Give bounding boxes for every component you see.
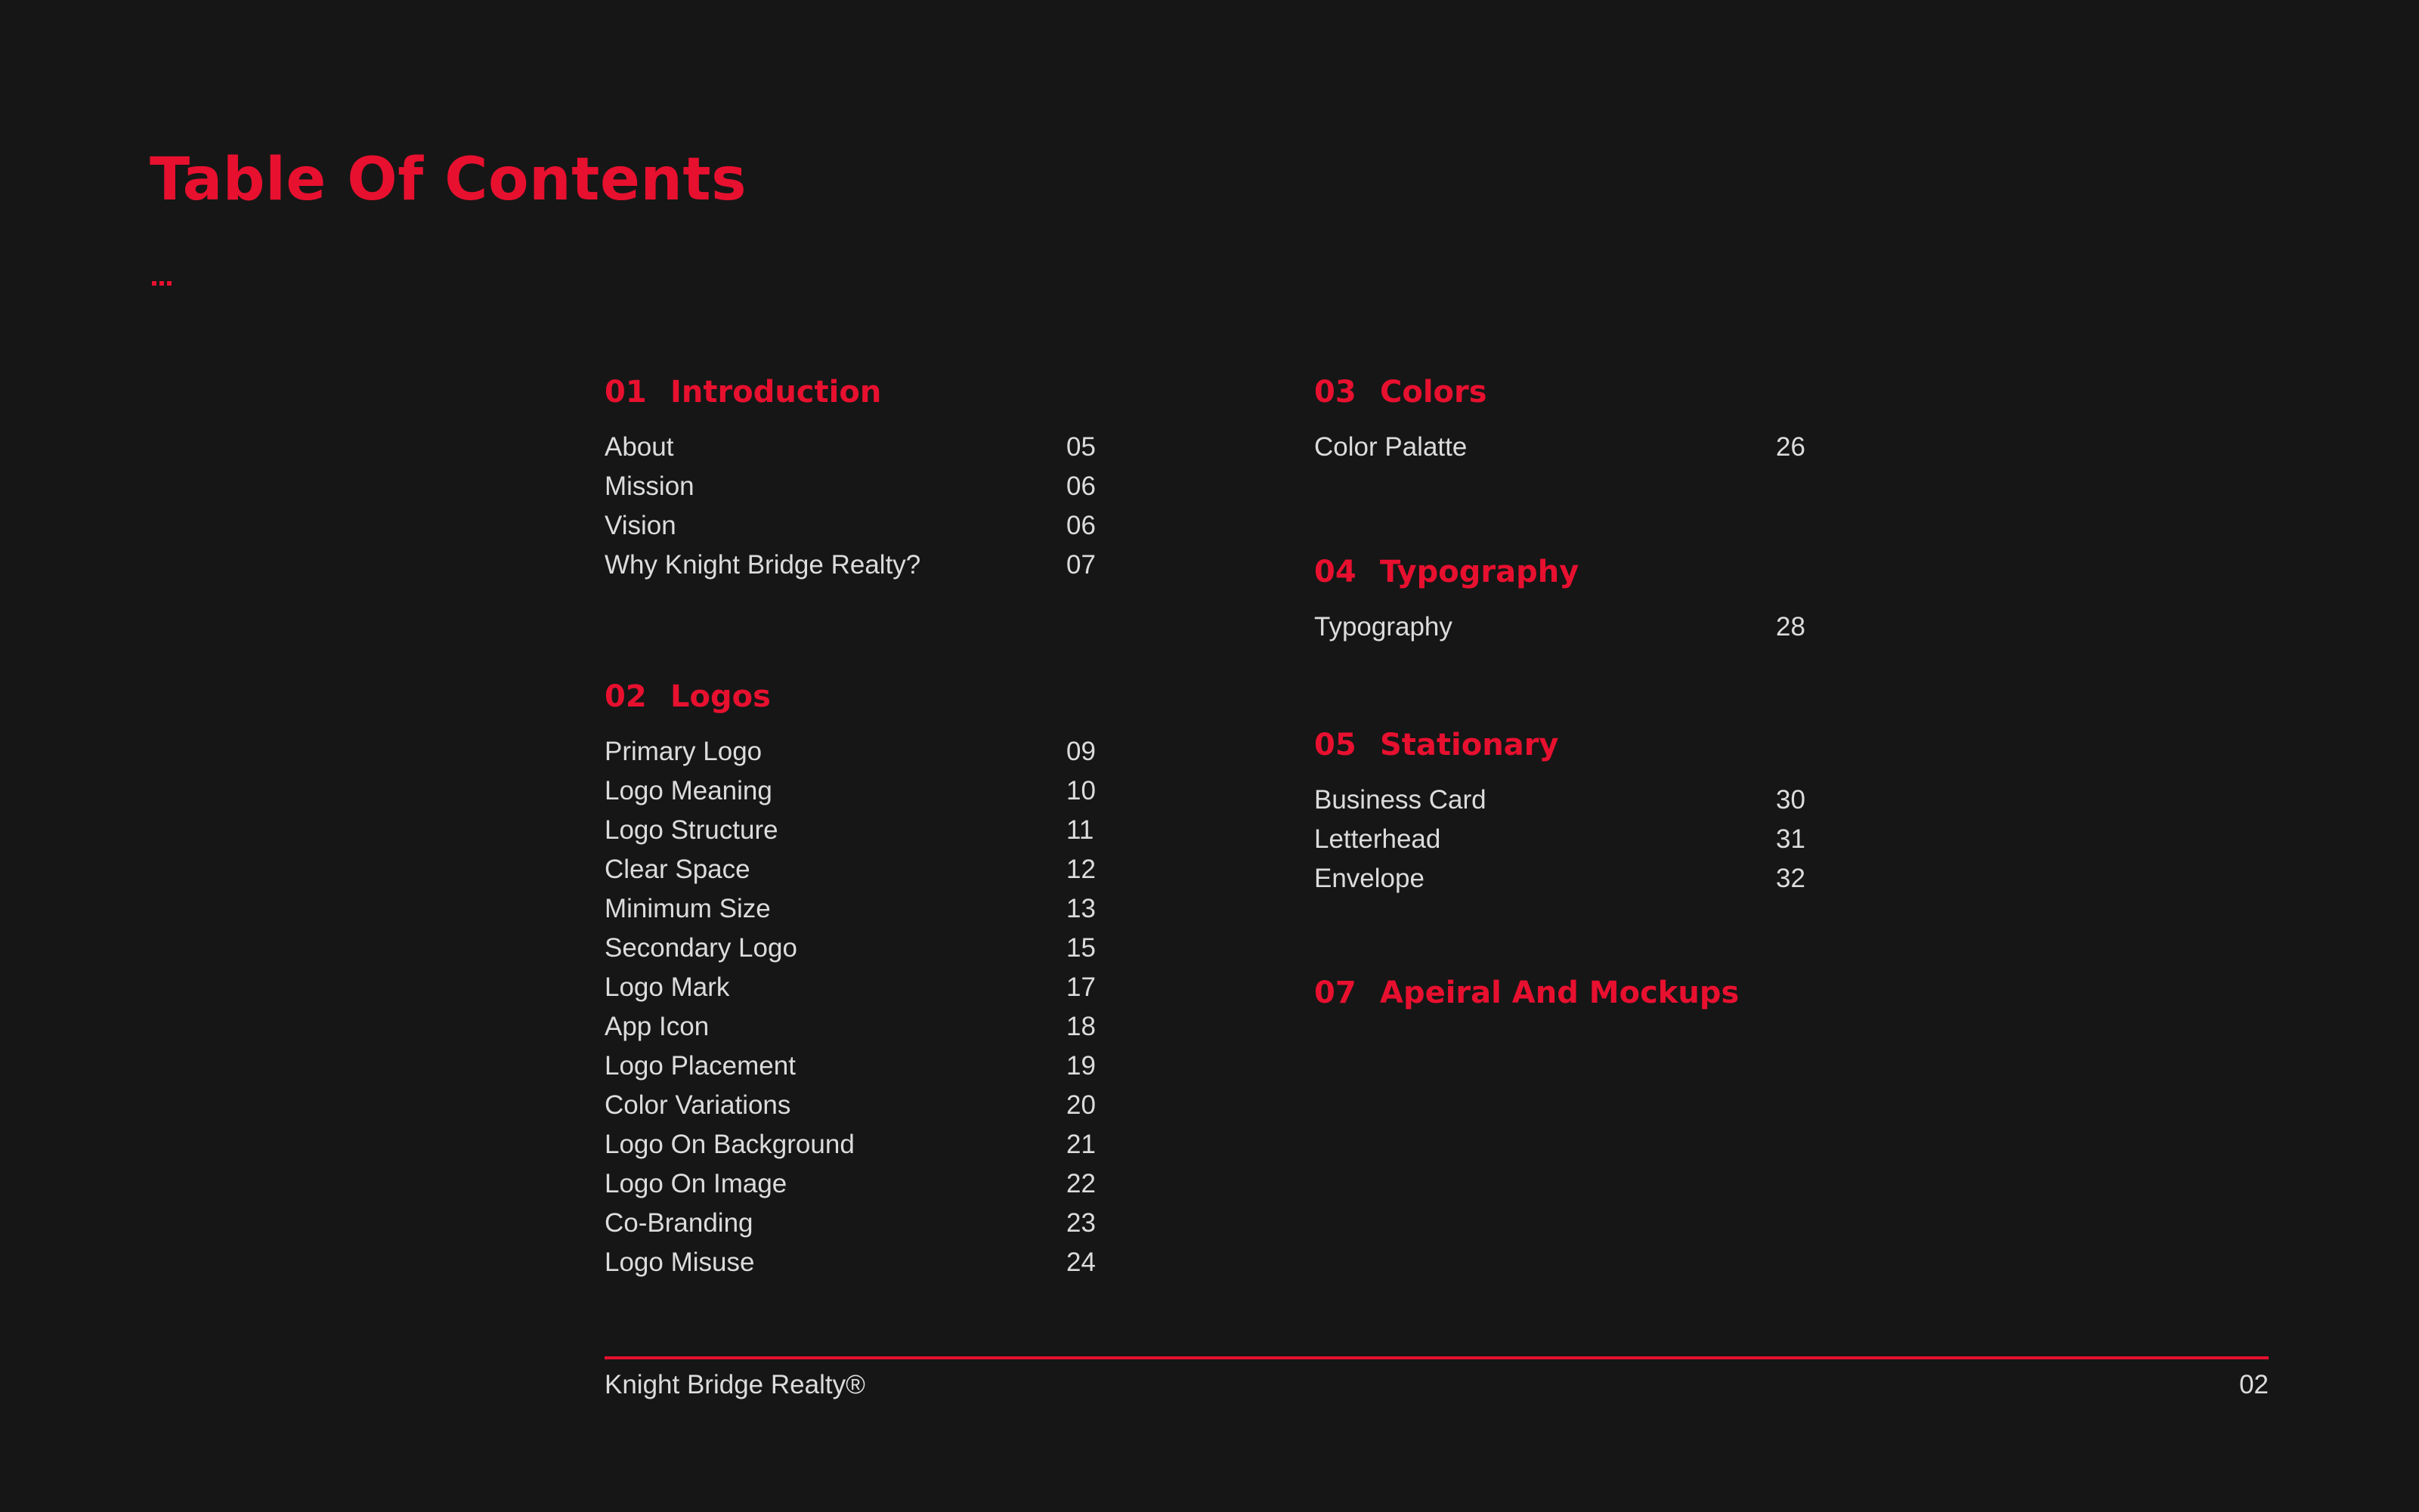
section-heading[interactable] [1314, 550, 1808, 594]
entry-label: Why Knight Bridge Realty? [605, 550, 921, 580]
section-title: Apeiral And Mockups [1380, 976, 1740, 1010]
entry-label: App Icon [605, 1012, 710, 1041]
footer-divider [605, 1356, 2269, 1359]
toc-entry[interactable] [605, 1204, 1098, 1243]
toc-entry[interactable] [605, 428, 1098, 467]
page-title: Table Of Contents [150, 146, 747, 214]
footer-brand-name: Knight Bridge Realty® [605, 1370, 865, 1399]
toc-entry[interactable] [605, 732, 1098, 771]
entry-page: 13 [1066, 894, 1096, 923]
entry-label: Logo On Background [605, 1130, 855, 1159]
entry-page: 15 [1066, 933, 1096, 963]
section-items [1314, 608, 1808, 647]
section-items [1314, 428, 1808, 467]
footer-page-number: 02 [2239, 1370, 2269, 1399]
toc-section-typography [1314, 550, 1808, 647]
toc-entry[interactable] [605, 1164, 1098, 1204]
section-title: Introduction [670, 375, 882, 410]
title-ellipsis-decoration [152, 281, 172, 286]
entry-label: Primary Logo [605, 737, 763, 766]
toc-section-apeiral-and-mockups [1314, 971, 1739, 1015]
entry-label: Vision [605, 511, 676, 540]
section-heading[interactable] [605, 675, 1098, 719]
toc-section-introduction [605, 370, 1098, 585]
entry-page: 22 [1066, 1169, 1096, 1198]
toc-entry[interactable] [1314, 781, 1808, 820]
toc-entry[interactable] [605, 467, 1098, 506]
entry-page: 21 [1066, 1130, 1096, 1159]
entry-label: Logo Structure [605, 815, 778, 845]
entry-page: 26 [1776, 432, 1805, 462]
entry-label: Logo Misuse [605, 1248, 755, 1277]
entry-label: Logo Meaning [605, 776, 772, 805]
toc-entry[interactable] [605, 1007, 1098, 1047]
entry-label: Color Palatte [1314, 432, 1468, 462]
toc-entry[interactable] [605, 771, 1098, 811]
section-items [605, 428, 1098, 585]
entry-page: 06 [1066, 472, 1096, 501]
toc-entry[interactable] [1314, 859, 1808, 898]
toc-entry[interactable] [605, 929, 1098, 968]
entry-page: 09 [1066, 737, 1096, 766]
dot [167, 281, 172, 286]
entry-page: 19 [1066, 1051, 1096, 1081]
section-items [605, 732, 1098, 1282]
section-number: 03 [1314, 375, 1356, 410]
toc-section-colors [1314, 370, 1808, 467]
entry-page: 28 [1776, 612, 1805, 642]
entry-page: 18 [1066, 1012, 1096, 1041]
section-title: Typography [1380, 555, 1579, 589]
entry-label: Mission [605, 472, 694, 501]
entry-page: 20 [1066, 1090, 1096, 1120]
entry-label: Logo On Image [605, 1169, 787, 1198]
toc-entry[interactable] [605, 811, 1098, 850]
section-title: Colors [1380, 375, 1487, 410]
section-number: 07 [1314, 976, 1356, 1010]
entry-page: 11 [1066, 815, 1094, 845]
entry-page: 31 [1776, 824, 1805, 854]
entry-label: Co-Branding [605, 1208, 753, 1238]
entry-page: 24 [1066, 1248, 1096, 1277]
entry-page: 12 [1066, 855, 1096, 884]
entry-label: Letterhead [1314, 824, 1441, 854]
toc-entry[interactable] [605, 506, 1098, 546]
entry-page: 30 [1776, 785, 1805, 815]
section-number: 02 [605, 679, 647, 714]
entry-label: Business Card [1314, 785, 1486, 815]
entry-label: About [605, 432, 674, 462]
toc-entry[interactable] [605, 1047, 1098, 1086]
toc-entry[interactable] [605, 1086, 1098, 1125]
entry-page: 05 [1066, 432, 1096, 462]
entry-label: Secondary Logo [605, 933, 797, 963]
toc-entry[interactable] [1314, 428, 1808, 467]
entry-page: 06 [1066, 511, 1096, 540]
entry-label: Color Variations [605, 1090, 791, 1120]
toc-section-logos [605, 675, 1098, 1282]
toc-section-stationary [1314, 723, 1808, 898]
entry-label: Logo Mark [605, 972, 730, 1002]
section-title: Logos [670, 679, 771, 714]
toc-entry[interactable] [605, 1243, 1098, 1282]
entry-page: 23 [1066, 1208, 1096, 1238]
section-heading[interactable] [1314, 971, 1739, 1015]
toc-entry[interactable] [605, 1125, 1098, 1164]
toc-entry[interactable] [1314, 820, 1808, 859]
entry-label: Clear Space [605, 855, 750, 884]
dot [152, 281, 156, 286]
entry-label: Envelope [1314, 864, 1424, 893]
toc-entry[interactable] [605, 889, 1098, 929]
dot [159, 281, 164, 286]
entry-page: 10 [1066, 776, 1096, 805]
section-heading[interactable] [1314, 723, 1808, 767]
toc-entry[interactable] [1314, 608, 1808, 647]
toc-entry[interactable] [605, 546, 1098, 585]
entry-page: 17 [1066, 972, 1096, 1002]
entry-label: Logo Placement [605, 1051, 796, 1081]
section-items [1314, 781, 1808, 898]
section-heading[interactable] [605, 370, 1098, 414]
section-number: 01 [605, 375, 647, 410]
toc-entry[interactable] [605, 850, 1098, 889]
entry-label: Typography [1314, 612, 1452, 642]
entry-label: Minimum Size [605, 894, 771, 923]
entry-page: 07 [1066, 550, 1096, 580]
section-number: 05 [1314, 728, 1356, 762]
toc-entry[interactable] [605, 968, 1098, 1007]
section-heading[interactable] [1314, 370, 1808, 414]
section-number: 04 [1314, 555, 1356, 589]
section-title: Stationary [1380, 728, 1559, 762]
entry-page: 32 [1776, 864, 1805, 893]
